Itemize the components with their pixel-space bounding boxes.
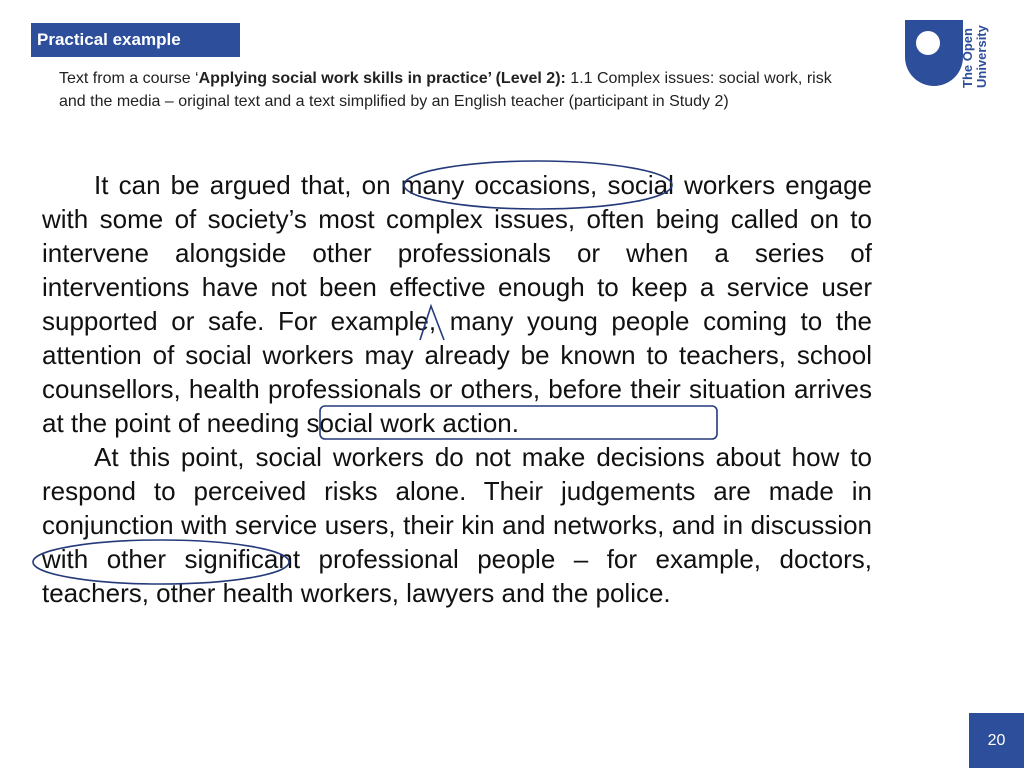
paragraph-2: At this point, social workers do not make decisions about how to respond to perceived risks alone. Their judgements are made in conjunction with service users, their kin and networks, and in discussion with other significant professional people – for example, doctors, teachers, other health workers, lawyers and the police.: [42, 442, 872, 608]
logo-text: The Open University: [960, 25, 989, 88]
section-tag: Practical example: [31, 23, 240, 57]
page-number: 20: [969, 713, 1024, 768]
slide-caption: [59, 67, 849, 113]
caption-prefix: Text from a course ‘: [59, 70, 199, 87]
logo-dot-icon: [916, 31, 940, 55]
paragraph-1: It can be argued that, on many occasions, social workers engage with some of society’s most complex issues, often being called on to intervene alongside other professionals or when a series of interventions have not been effective enough to keep a service user supported or safe. For example, many young people coming to the attention of social workers may already be known to teachers, school counsellors, health professionals or others, before their situation arrives at the point of needing social work action.: [42, 170, 872, 438]
logo-shield-icon: [905, 20, 963, 86]
open-university-logo: [905, 20, 1003, 88]
caption-course-title: Applying social work skills in practice’ (Level 2):: [198, 70, 566, 87]
caption-suffix: 1.1 Complex issues: social work, risk and the media – original text and a text simplified by an English teacher (participant in Study 2): [59, 70, 832, 110]
slide-body: [42, 168, 872, 610]
